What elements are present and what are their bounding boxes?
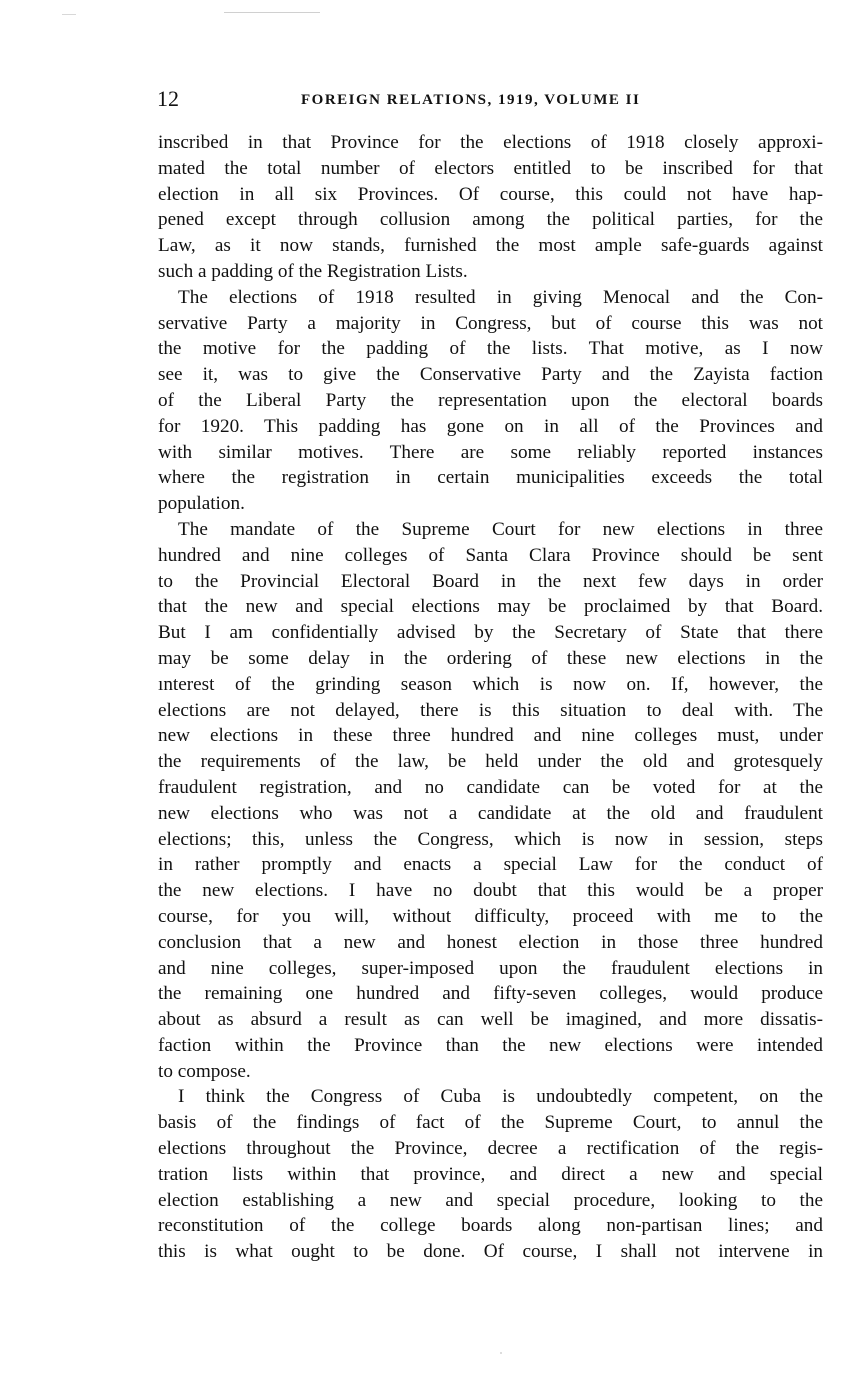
text-line: elections throughout the Province, decree a rectification of the regis-: [158, 1138, 823, 1160]
text-line: for 1920. This padding has gone on in all of the Provinces and: [158, 415, 823, 437]
text-line: hundred and nine colleges of Santa Clara Province should be sent: [158, 544, 823, 566]
text-line: election in all six Provinces. Of course, this could not have hap-: [158, 183, 823, 205]
text-line: may be some delay in the ordering of these new elections in the: [158, 647, 823, 669]
text-line: ınterest of the grinding season which is now on. If, however, the: [158, 673, 823, 695]
text-line: course, for you will, without difficulty, proceed with me to the: [158, 905, 823, 927]
text-line: where the registration in certain municipalities exceeds the total: [158, 467, 823, 489]
scan-artifact: [224, 12, 320, 13]
text-line: elections are not delayed, there is this situation to deal with. The: [158, 699, 823, 721]
text-line: mated the total number of electors entitled to be inscribed for that: [158, 157, 823, 179]
text-line: tration lists within that province, and direct a new and special: [158, 1163, 823, 1185]
text-line: election establishing a new and special procedure, looking to the: [158, 1189, 823, 1211]
text-line: see it, was to give the Conservative Party and the Zayista faction: [158, 364, 823, 386]
text-line: fraudulent registration, and no candidate can be voted for at the: [158, 776, 823, 798]
text-line: of the Liberal Party the representation upon the electoral boards: [158, 389, 823, 411]
text-line: faction within the Province than the new elections were intended: [158, 1034, 823, 1056]
text-line: such a padding of the Registration Lists.: [158, 260, 468, 282]
text-line: conclusion that a new and honest election in those three hundred: [158, 931, 823, 953]
text-line: The mandate of the Supreme Court for new elections in three: [178, 518, 823, 540]
text-line: But I am confidentially advised by the Secretary of State that there: [158, 622, 823, 644]
body-text: [158, 130, 823, 1265]
text-line: inscribed in that Province for the elections of 1918 closely approxi-: [158, 132, 823, 153]
text-line: the remaining one hundred and fifty-seven colleges, would produce: [158, 983, 823, 1005]
text-line: and nine colleges, super-imposed upon the fraudulent elections in: [158, 957, 823, 979]
text-line: about as absurd a result as can well be imagined, and more dissatis-: [158, 1009, 823, 1031]
text-line: elections; this, unless the Congress, which is now in session, steps: [158, 828, 823, 850]
text-line: in rather promptly and enacts a special Law for the conduct of: [158, 854, 823, 876]
text-line: reconstitution of the college boards along non-partisan lines; and: [158, 1215, 823, 1237]
page-header: [157, 86, 823, 116]
running-head: FOREIGN RELATIONS, 1919, VOLUME II: [301, 92, 641, 108]
text-line: new elections in these three hundred and nine colleges must, under: [158, 725, 823, 747]
paragraph: [158, 517, 823, 1085]
page-number: 12: [157, 86, 179, 111]
paragraph: [158, 130, 823, 285]
text-line: new elections who was not a candidate at the old and fraudulent: [158, 802, 823, 824]
text-line: servative Party a majority in Congress, but of course this was not: [158, 312, 823, 334]
text-line: to compose.: [158, 1060, 251, 1082]
text-line: basis of the findings of fact of the Supreme Court, to annul the: [158, 1112, 823, 1134]
text-line: the motive for the padding of the lists. That motive, as I now: [158, 338, 823, 360]
text-line: Law, as it now stands, furnished the most ample safe-guards against: [158, 235, 823, 257]
text-line: population.: [158, 493, 245, 515]
scan-artifact: [500, 1352, 502, 1354]
text-line: The elections of 1918 resulted in giving Menocal and the Con-: [178, 286, 823, 308]
text-line: with similar motives. There are some reliably reported instances: [158, 441, 823, 463]
text-line: the requirements of the law, be held under the old and grotesquely: [158, 751, 823, 773]
text-line: I think the Congress of Cuba is undoubtedly competent, on the: [178, 1086, 823, 1108]
text-line: this is what ought to be done. Of course, I shall not intervene in: [158, 1241, 823, 1263]
text-line: to the Provincial Electoral Board in the next few days in order: [158, 570, 823, 592]
text-line: that the new and special elections may be proclaimed by that Board.: [158, 596, 823, 618]
paragraph: [158, 285, 823, 517]
text-line: pened except through collusion among the political parties, for the: [158, 209, 823, 231]
text-line: the new elections. I have no doubt that this would be a proper: [158, 880, 823, 902]
scan-artifact: [62, 14, 76, 15]
paragraph: [158, 1084, 823, 1265]
